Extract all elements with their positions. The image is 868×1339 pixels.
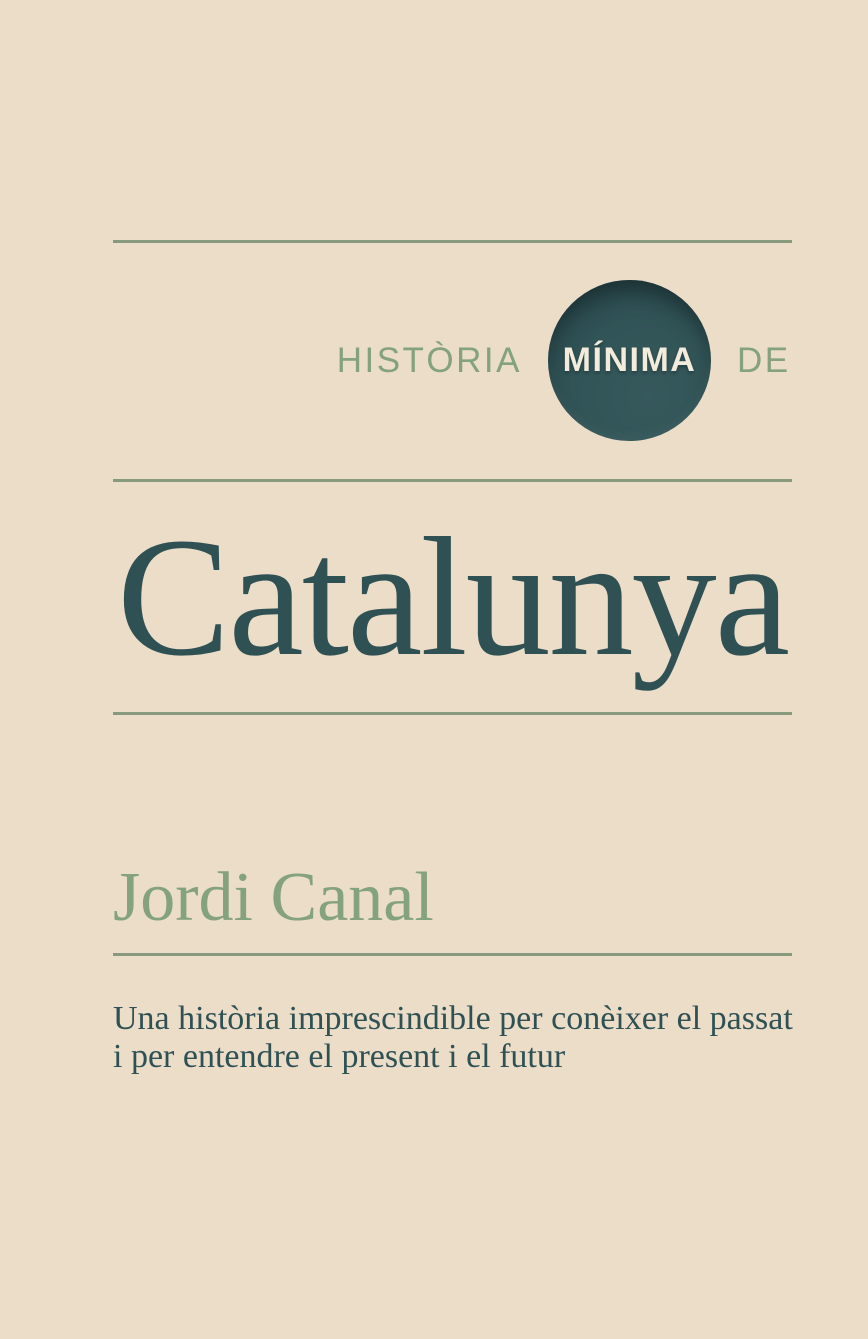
series-text-de: DE: [737, 341, 791, 380]
series-circle-badge: [548, 280, 711, 441]
divider-below-title: [113, 712, 792, 715]
book-author: Jordi Canal: [113, 859, 434, 936]
divider-above-subtitle: [113, 953, 792, 956]
series-text-historia: HISTÒRIA: [336, 341, 522, 380]
book-title: Catalunya: [116, 503, 789, 691]
divider-above-title: [113, 479, 792, 482]
book-subtitle: [113, 1000, 813, 1076]
series-text-minima: MÍNIMA: [562, 341, 697, 379]
subtitle-line-1: Una història imprescindible per conèixer el passat: [113, 1000, 793, 1037]
divider-top: [113, 240, 792, 243]
subtitle-line-2: i per entendre el present i el futur: [113, 1038, 566, 1075]
